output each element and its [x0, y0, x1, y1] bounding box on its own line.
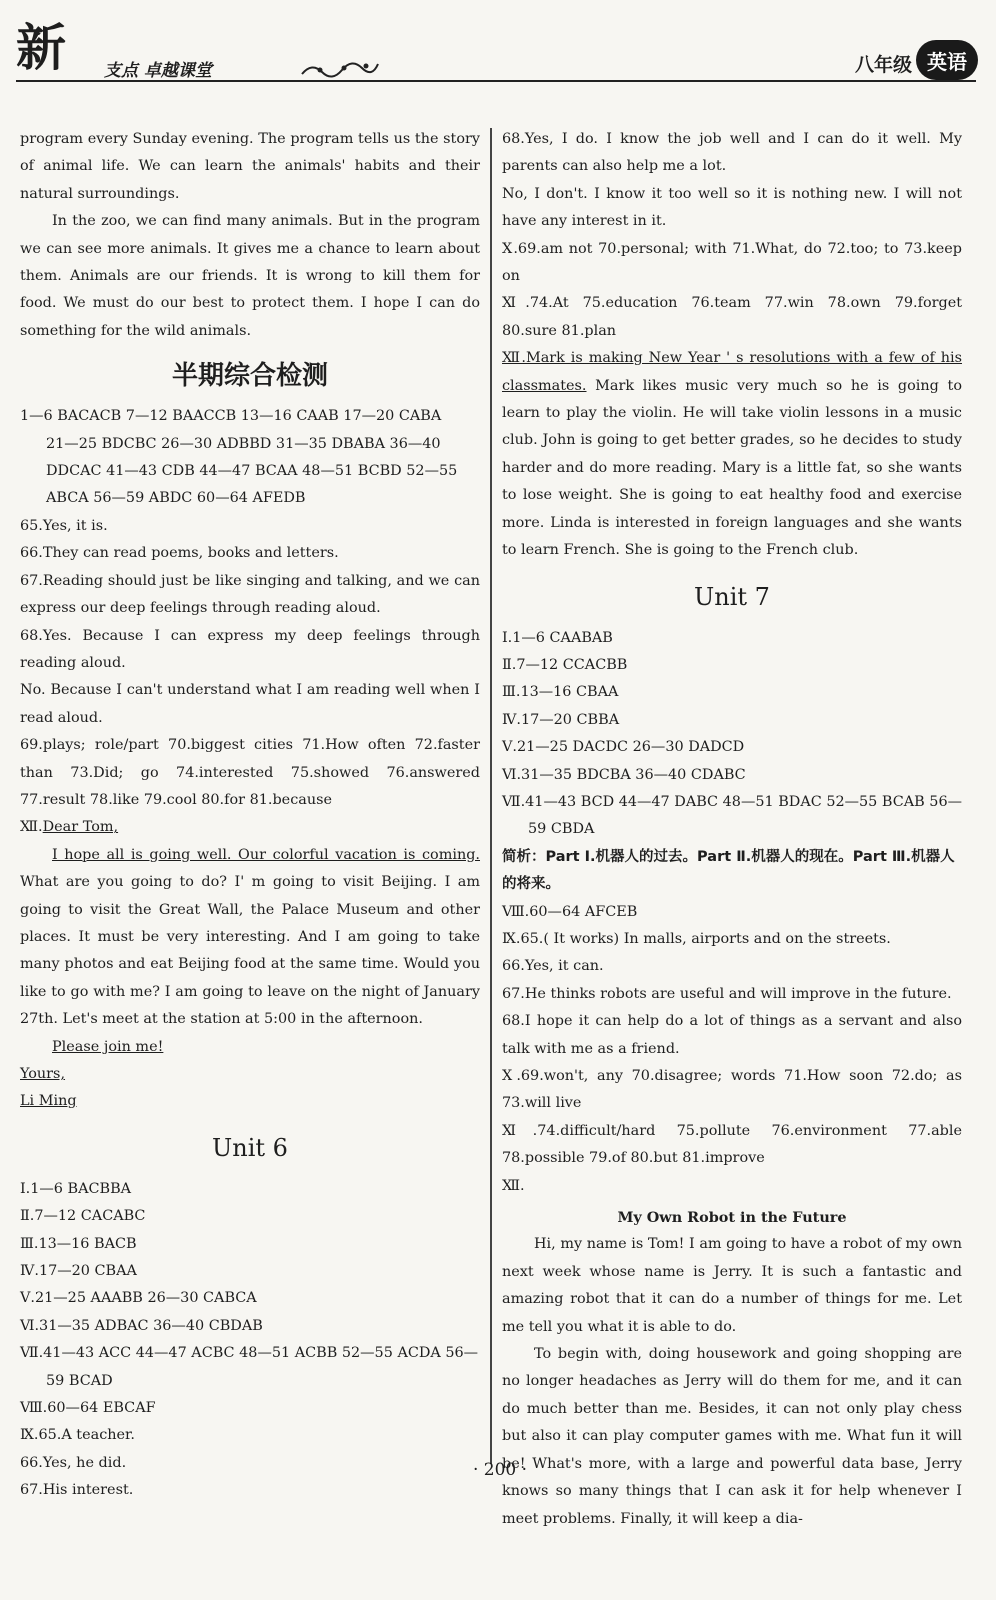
answer-line: Ⅲ.13—16 BACB	[20, 1235, 137, 1252]
answer-line: Ⅵ.31—35 BDCBA 36—40 CDABC	[502, 766, 746, 783]
answer-line: 66.Yes, it can.	[502, 958, 604, 975]
left-column	[20, 126, 480, 1505]
header-rule	[16, 80, 976, 82]
column-divider	[490, 128, 492, 1464]
answer-line: Ⅱ.7—12 CCACBB	[502, 656, 628, 673]
essay-para-1: Hi, my name is Tom! I am going to have a robot of my own next week whose name is Jerry. It is such a fantastic and amazing robot that it can do a number of things for me. Let me tell you what it is able to do.	[502, 1236, 962, 1335]
answer-line: Ⅳ.17—20 CBAA	[20, 1263, 137, 1280]
answer-line: Ⅺ.74.difficult/hard 75.pollute 76.environment 77.able 78.possible 79.of 80.but 81.improve	[502, 1122, 962, 1167]
summary-rest: Mark likes music very much so he is going to learn to play the violin. He will take violin lessons in a music club. John is going to get better grades, so he decides to study harder and do more reading. Mary is a little fat, so she wants to lose weight. She is going to eat healthy food and exercise more. Linda is interested in foreign languages and she wants to learn French. She is going to the French club.	[502, 377, 962, 559]
answer-line: Ⅰ.1—6 CAABAB	[502, 629, 613, 646]
essay-para-2: To begin with, doing housework and going shopping are no longer headaches as Jerry will do them for me, and it can do much better than me. Besides, it can not only play chess but also it can play computer games with me. What fun it will be! What's more, with a large and powerful data base, Jerry knows so many things that I can ask it for help whenever I meet problems. Finally, it will keep a dia-	[502, 1346, 962, 1527]
answer-line: Ⅰ.1—6 BACBBA	[20, 1180, 132, 1197]
page-number: · 200 ·	[472, 1460, 528, 1480]
midterm-title: 半期综合检测	[171, 361, 328, 392]
answer-line: Ⅳ.17—20 CBBA	[502, 711, 620, 728]
answer-line: 67.Reading should just be like singing and talking, and we can express our deep feelings through reading aloud.	[20, 572, 480, 617]
answer-line: Ⅷ.60—64 AFCEB	[502, 903, 638, 920]
answer-line: 67.He thinks robots are useful and will improve in the future.	[502, 985, 952, 1002]
answer-line: Ⅸ.65.( It works) In malls, airports and on the streets.	[502, 930, 891, 947]
analysis-note: 简析：Part Ⅰ.机器人的过去。Part Ⅱ.机器人的现在。Part Ⅲ.机器人的将来。	[502, 848, 955, 893]
answer-line: Ⅲ.13—16 CBAA	[502, 684, 619, 701]
summary-paragraph	[502, 345, 962, 564]
answer-line: Ⅵ.31—35 ADBAC 36—40 CBDAB	[20, 1317, 263, 1334]
answer-line: Ⅱ.7—12 CACABC	[20, 1208, 146, 1225]
left-para-1: program every Sunday evening. The program tells us the story of animal life. We can learn the animals' habits and their natural surroundings.	[20, 131, 480, 202]
answer-line: Ⅹ.69.am not 70.personal; with 71.What, do 72.too; to 73.keep on	[502, 240, 962, 285]
answer-line: 1—6 BACACB 7—12 BAACCB 13—16 CAAB 17—20 CABA	[20, 408, 442, 425]
left-para-2: In the zoo, we can find many animals. But in the program we can see more animals. It gives me a chance to learn about them. Animals are our friends. It is wrong to kill them for food. We must do our best to protect them. I hope I can do something for the wild animals.	[20, 213, 480, 339]
letter-join: Please join me!	[52, 1038, 164, 1055]
unit7-title: Unit 7	[694, 582, 770, 611]
answer-line: 68.Yes, I do. I know the job well and I can do it well. My parents can also help me a lot.	[502, 131, 962, 175]
letter-signature: Li Ming	[20, 1093, 77, 1110]
brand-subtitle: 支点 卓越课堂	[104, 61, 212, 81]
letter-dear: Dear Tom,	[42, 819, 119, 836]
page-header	[0, 0, 996, 100]
answer-line: No, I don't. I know it too well so it is nothing new. I will not have any interest in it.	[502, 185, 962, 230]
answer-line: 65.Yes, it is.	[20, 517, 108, 534]
answer-line: 66.Yes, he did.	[20, 1454, 127, 1471]
subject-badge: 英语	[916, 40, 978, 80]
letter-rest: What are you going to do? I' m going to visit Beijing. I am going to visit the Great Wall, the Palace Museum and other places. It must be very interesting. And I am going to take many photos and eat Beijing food at the same time. Would you like to go with me? I am going to leave on the night of January 27th. Let's meet at the station at 5:00 in the afternoon.	[20, 874, 480, 1028]
summary-topic-sentence: Ⅻ.Mark is making New Year ' s resolutions with a few of his classmates.	[502, 350, 962, 394]
unit6-title: Unit 6	[212, 1133, 288, 1162]
answer-line: Ⅶ.41—43 BCD 44—47 DABC 48—51 BDAC 52—55 BCAB 56—59 CBDA	[502, 793, 963, 838]
answer-line: Ⅴ.21—25 AAABB 26—30 CABCA	[20, 1290, 257, 1307]
answer-line: 66.They can read poems, books and letters.	[20, 545, 339, 562]
brand-flourish-icon	[300, 56, 380, 80]
answer-line: 68.Yes. Because I can express my deep feelings through reading aloud.	[20, 627, 480, 671]
answer-line: 69.plays; role/part 70.biggest cities 71.How often 72.faster than 73.Did; go 74.interested 75.showed 76.answered 77.result 78.like 79.cool 80.for 81.because	[20, 737, 480, 808]
answer-line: 21—25 BDCBC 26—30 ADBBD 31—35 DBABA 36—40 DDCAC 41—43 CDB 44—47 BCAA 48—51 BCBD 52—55 ABCA 56—59 ABDC 60—64 AFEDB	[46, 435, 458, 507]
answer-line: Ⅺ.74.At 75.education 76.team 77.win 78.own 79.forget 80.sure 81.plan	[502, 295, 962, 339]
answer-line: No. Because I can't understand what I am reading well when I read aloud.	[20, 682, 480, 726]
letter-closing: Yours,	[20, 1066, 66, 1082]
answer-line: Ⅷ.60—64 EBCAF	[20, 1400, 156, 1417]
right-column	[502, 126, 962, 1533]
letter-opening: I hope all is going well. Our colorful vacation is coming.	[52, 846, 480, 863]
grade-label: 八年级	[854, 54, 912, 76]
letter-body	[20, 842, 480, 1034]
answer-line: Ⅻ.	[502, 1177, 525, 1194]
answer-line: Ⅶ.41—43 ACC 44—47 ACBC 48—51 ACBB 52—55 ACDA 56—59 BCAD	[20, 1345, 479, 1389]
answer-line: Ⅸ.65.A teacher.	[20, 1427, 135, 1444]
answer-line: Ⅹ.69.won't, any 70.disagree; words 71.How soon 72.do; as 73.will live	[502, 1068, 962, 1112]
essay-title: My Own Robot in the Future	[617, 1209, 847, 1227]
answer-line: 67.His interest.	[20, 1482, 134, 1499]
section-label: Ⅻ.	[20, 819, 43, 836]
answer-line: Ⅴ.21—25 DACDC 26—30 DADCD	[502, 739, 745, 756]
letter-greeting	[20, 814, 480, 841]
answer-line: 68.I hope it can help do a lot of things as a servant and also talk with me as a friend.	[502, 1013, 962, 1057]
brand-logo-char: 新	[16, 18, 66, 77]
